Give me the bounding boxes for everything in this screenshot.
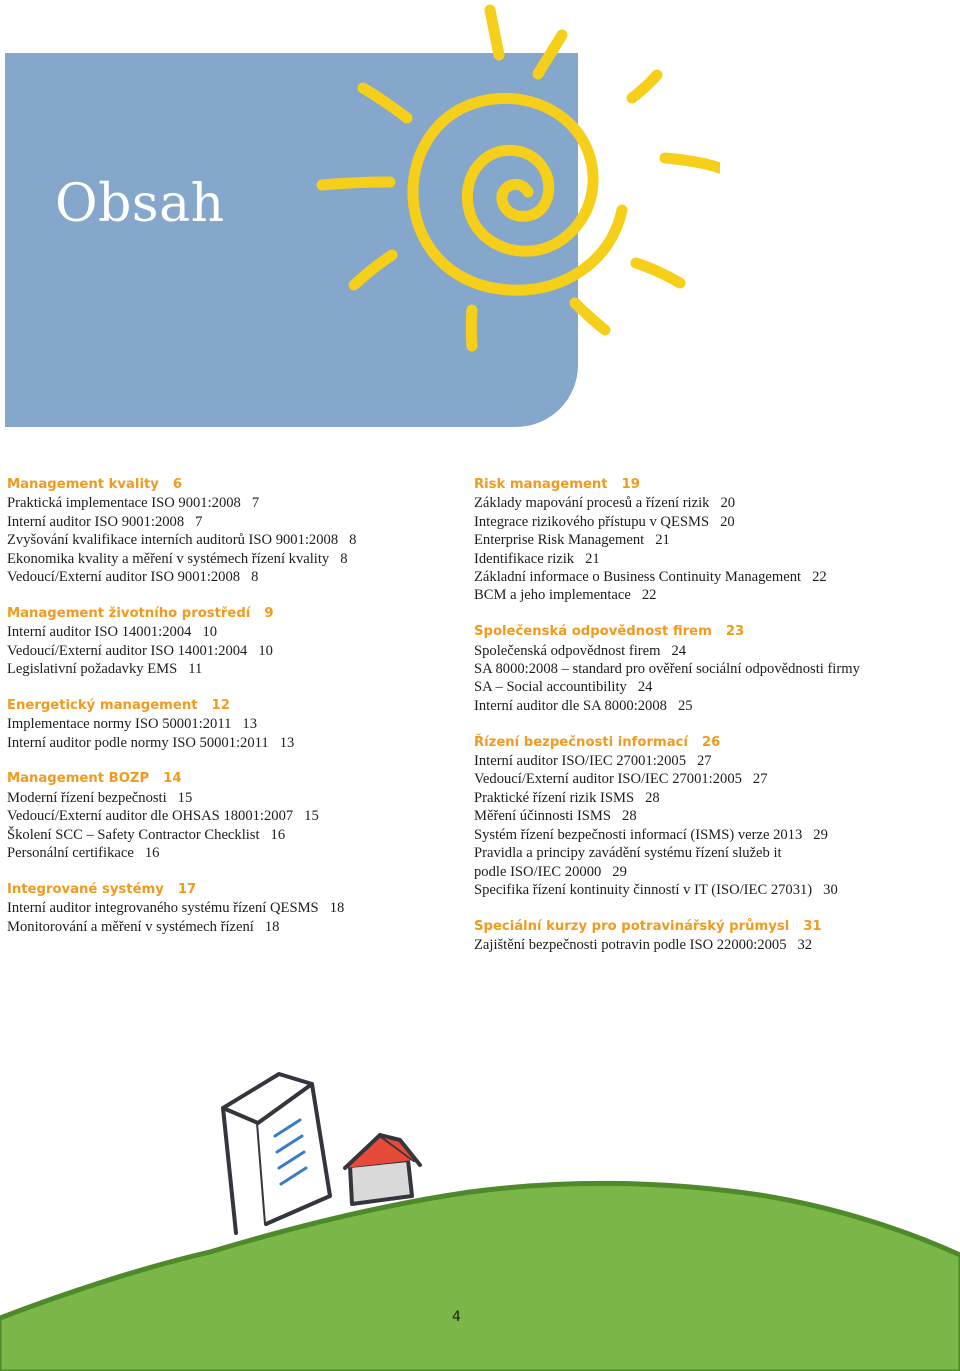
toc-section: [474, 918, 944, 955]
entry-title: Základní informace o Business Continuity Management: [474, 569, 802, 586]
entry-title: Identifikace rizik: [474, 550, 575, 567]
entry-title: Interní auditor ISO 14001:2004: [7, 624, 192, 641]
toc-section: [7, 605, 447, 679]
entry-title: Vedoucí/Externí auditor ISO 9001:2008: [7, 569, 241, 586]
entry-page-number: 20: [720, 513, 735, 530]
toc-section-heading[interactable]: [7, 697, 447, 715]
entry-title: Vedoucí/Externí auditor ISO 14001:2004: [7, 642, 248, 659]
entry-title: BCM a jeho implementace: [474, 587, 631, 604]
entry-page-number: 7: [195, 513, 203, 530]
toc-entry[interactable]: [474, 936, 944, 954]
entry-title: Integrace rizikového přístupu v QESMS: [474, 513, 710, 530]
entry-title: Společenská odpovědnost firem: [474, 642, 661, 659]
entry-page-number: 8: [251, 569, 259, 586]
entry-page-number: 21: [655, 532, 670, 549]
toc-entry[interactable]: [474, 807, 944, 825]
entry-title: Měření účinnosti ISMS: [474, 808, 612, 825]
sun-ray: [354, 255, 392, 285]
entry-title: Vedoucí/Externí auditor dle OHSAS 18001:2007: [7, 808, 294, 825]
entry-title: Implementace normy ISO 50001:2011: [7, 716, 232, 733]
toc-section: [7, 770, 447, 862]
toc-entry[interactable]: [7, 642, 447, 660]
entry-page-number: 30: [823, 881, 838, 898]
sun-ray: [636, 263, 680, 283]
toc-entry[interactable]: [7, 513, 447, 531]
section-title: Management BOZP: [7, 771, 150, 787]
sun-ray: [363, 88, 407, 118]
toc-entry[interactable]: [7, 531, 447, 549]
toc-entry[interactable]: [7, 899, 447, 917]
section-title: Společenská odpovědnost firem: [474, 624, 712, 640]
toc-entry[interactable]: [7, 715, 447, 733]
toc-entry[interactable]: [474, 881, 944, 899]
section-title: Management kvality: [7, 477, 159, 492]
toc-section: [7, 881, 447, 936]
entry-page-number: 29: [612, 863, 627, 880]
toc-entry[interactable]: [7, 494, 447, 512]
toc-entry[interactable]: [7, 789, 447, 807]
entry-page-number: 8: [349, 532, 357, 549]
toc-entry[interactable]: [474, 678, 944, 696]
toc-entry[interactable]: [474, 494, 944, 512]
toc-left-column: [7, 476, 447, 954]
entry-page-number: 8: [340, 550, 348, 567]
toc-section: [474, 623, 944, 715]
entry-page-number: 29: [813, 826, 828, 843]
toc-entry[interactable]: [474, 586, 944, 604]
section-page-number: 26: [701, 734, 721, 750]
toc-entry[interactable]: [474, 550, 944, 568]
section-title: Energetický management: [7, 697, 198, 713]
toc-section-heading[interactable]: [7, 881, 447, 899]
entry-title: Pravidla a principy zavádění systému řízení služeb it: [474, 845, 782, 862]
toc-entry[interactable]: [474, 568, 944, 586]
entry-title: Základy mapování procesů a řízení rizik: [474, 495, 710, 512]
entry-title: Interní auditor ISO 9001:2008: [7, 513, 185, 530]
page-title: Obsah: [55, 174, 225, 234]
toc-entry[interactable]: [7, 807, 447, 825]
toc-entry[interactable]: [474, 826, 944, 844]
section-page-number: 31: [803, 918, 822, 934]
section-page-number: 12: [211, 697, 230, 713]
entry-page-number: 15: [177, 789, 193, 806]
entry-page-number: 28: [645, 789, 660, 806]
toc-entry[interactable]: [474, 789, 944, 807]
toc-entry[interactable]: [7, 550, 447, 568]
section-page-number: 6: [172, 477, 183, 492]
entry-title: Monitorování a měření v systémech řízení: [7, 918, 254, 935]
section-page-number: 9: [264, 605, 274, 621]
toc-entry[interactable]: [474, 770, 944, 788]
section-page-number: 19: [621, 477, 640, 492]
toc-section-heading[interactable]: [474, 918, 944, 936]
entry-title: Systém řízení bezpečnosti informací (ISMS) verze 2013: [474, 826, 803, 843]
section-title: Speciální kurzy pro potravinářský průmysl: [474, 918, 790, 934]
toc-section-heading[interactable]: [7, 476, 447, 494]
sun-ray: [471, 310, 472, 346]
toc-entry[interactable]: [7, 734, 447, 752]
entry-title: SA – Social accountibility: [474, 679, 627, 696]
sun-spiral: [413, 98, 622, 290]
sun-ray: [538, 35, 562, 74]
toc-section: [7, 476, 447, 586]
entry-title: Interní auditor integrovaného systému řízení QESMS: [7, 900, 319, 917]
entry-page-number: 21: [585, 550, 600, 567]
toc-section: [7, 697, 447, 752]
entry-page-number: 24: [637, 679, 653, 696]
entry-page-number: 18: [329, 900, 345, 917]
grass-hill: [0, 1183, 960, 1371]
sun-illustration: [300, 0, 720, 360]
toc-section: [474, 734, 944, 900]
entry-title: Specifika řízení kontinuity činností v IT (ISO/IEC 27031): [474, 881, 813, 898]
toc-entry[interactable]: [474, 697, 944, 715]
toc-section-heading[interactable]: [474, 734, 944, 752]
entry-page-number: 15: [304, 808, 319, 825]
section-title: Řízení bezpečnosti informací: [474, 734, 688, 750]
section-title: Management životního prostředí: [7, 605, 251, 621]
entry-page-number: 11: [188, 661, 203, 678]
entry-title: Praktická implementace ISO 9001:2008: [7, 495, 241, 512]
toc-entry[interactable]: [474, 660, 944, 678]
toc-entry[interactable]: [474, 513, 944, 531]
house-building: [345, 1135, 420, 1204]
entry-page-number: 27: [752, 771, 768, 788]
entry-page-number: 20: [720, 495, 736, 512]
section-page-number: 14: [163, 771, 182, 787]
tall-building: [223, 1074, 330, 1233]
entry-page-number: 25: [677, 697, 693, 714]
toc-entry[interactable]: [7, 660, 447, 678]
entry-title: Školení SCC – Safety Contractor Checklist: [7, 826, 260, 843]
toc-entry[interactable]: [474, 752, 944, 770]
sun-ray: [575, 303, 605, 330]
entry-page-number: 10: [258, 642, 273, 659]
toc-section-heading[interactable]: [474, 623, 944, 641]
entry-title: podle ISO/IEC 20000: [474, 863, 602, 880]
entry-page-number: 13: [242, 716, 257, 733]
page-number: 4: [452, 1309, 461, 1325]
sun-ray: [665, 158, 720, 168]
entry-page-number: 16: [144, 845, 160, 862]
entry-title: Interní auditor dle SA 8000:2008: [474, 697, 667, 714]
entry-title: Personální certifikace: [7, 845, 134, 862]
sun-ray: [490, 10, 499, 55]
entry-title: Interní auditor podle normy ISO 50001:2011: [7, 734, 269, 751]
entry-page-number: 32: [797, 937, 813, 954]
entry-page-number: 13: [279, 734, 295, 751]
entry-title: Ekonomika kvality a měření v systémech řízení kvality: [7, 550, 330, 567]
sun-ray: [322, 182, 390, 185]
entry-title: Zajištění bezpečnosti potravin podle ISO 22000:2005: [474, 937, 787, 954]
entry-page-number: 22: [812, 569, 827, 586]
section-title: Risk management: [474, 477, 608, 492]
toc-entry[interactable]: [7, 844, 447, 862]
toc-entry[interactable]: [474, 642, 944, 660]
entry-page-number: 22: [641, 587, 657, 604]
toc-entry[interactable]: [474, 863, 944, 881]
toc-right-column: [474, 476, 944, 973]
toc-entry[interactable]: [474, 531, 944, 549]
section-page-number: 23: [725, 624, 745, 640]
entry-title: Moderní řízení bezpečnosti: [7, 789, 167, 806]
entry-title: Praktické řízení rizik ISMS: [474, 789, 635, 806]
entry-title: Zvyšování kvalifikace interních auditorů ISO 9001:2008: [7, 532, 339, 549]
toc-section-heading[interactable]: [7, 770, 447, 788]
toc-entry[interactable]: [7, 918, 447, 936]
toc-section-heading[interactable]: [474, 476, 944, 494]
entry-title: Interní auditor ISO/IEC 27001:2005: [474, 753, 686, 770]
entry-title: Vedoucí/Externí auditor ISO/IEC 27001:2005: [474, 771, 742, 788]
entry-page-number: 28: [622, 808, 637, 825]
entry-page-number: 10: [202, 624, 218, 641]
entry-page-number: 7: [251, 495, 260, 512]
toc-section: [474, 476, 944, 605]
city-hill-illustration: [0, 1060, 960, 1371]
entry-page-number: 24: [671, 642, 687, 659]
toc-entry[interactable]: [7, 826, 447, 844]
entry-page-number: 16: [270, 826, 286, 843]
entry-title: Legislativní požadavky EMS: [7, 661, 178, 678]
toc-entry[interactable]: [7, 623, 447, 641]
toc-entry[interactable]: [474, 844, 944, 862]
section-page-number: 17: [177, 881, 197, 897]
toc-entry[interactable]: [7, 568, 447, 586]
sun-ray: [632, 75, 657, 98]
entry-title: Enterprise Risk Management: [474, 532, 645, 549]
entry-title: SA 8000:2008 – standard pro ověření sociální odpovědnosti firmy: [474, 661, 860, 678]
toc-section-heading[interactable]: [7, 605, 447, 623]
entry-page-number: 27: [697, 753, 712, 770]
section-title: Integrované systémy: [7, 881, 164, 897]
entry-page-number: 18: [264, 918, 280, 935]
